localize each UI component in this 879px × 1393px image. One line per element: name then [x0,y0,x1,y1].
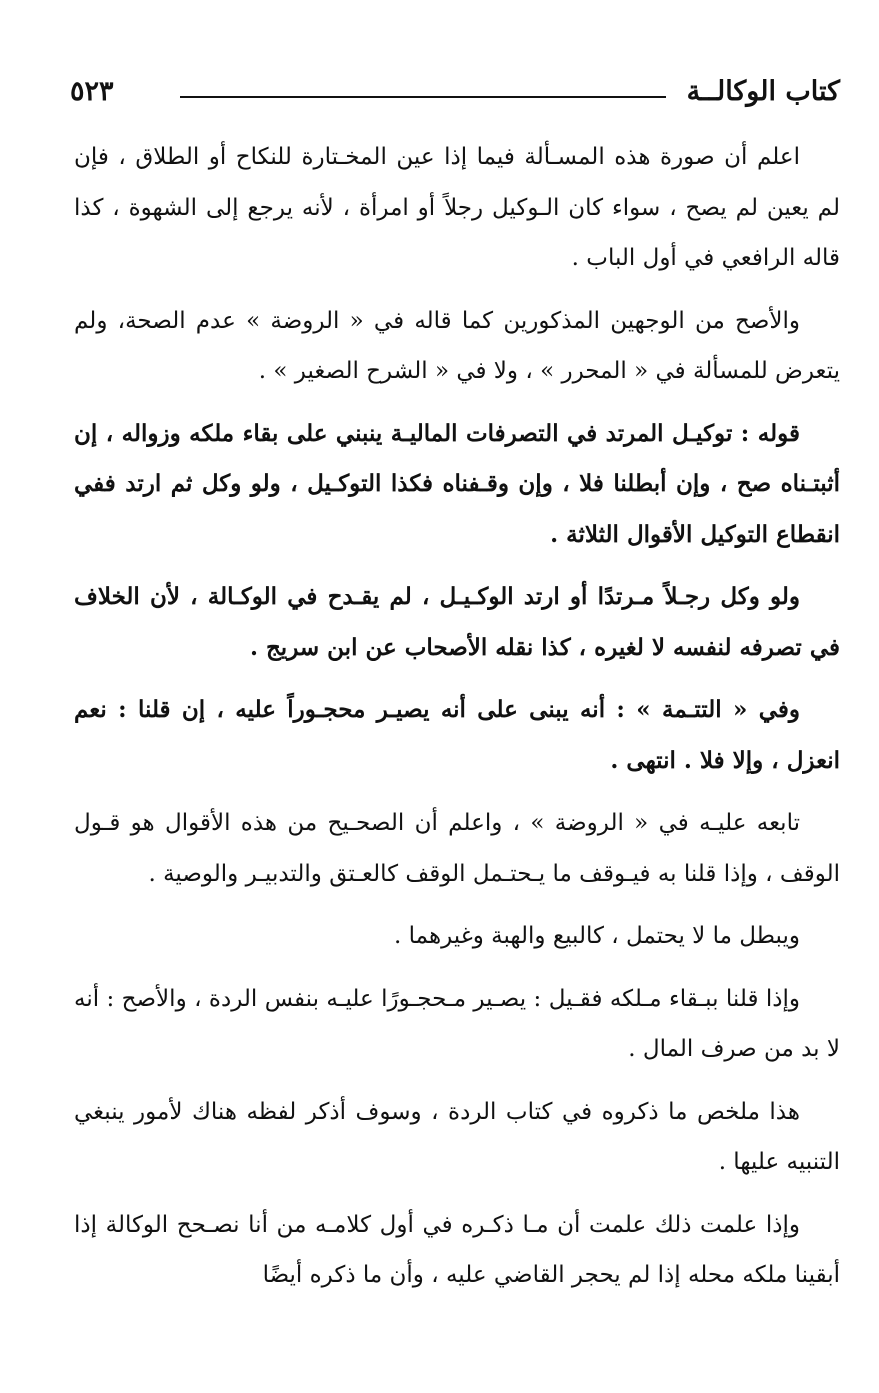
running-header [70,70,840,120]
paragraph-6: تابعه عليـه في « الروضة » ، واعلم أن الصحـيح من هذه الأقوال هو قـول الوقف ، وإذا قلنا به فيـوقف ما يـحتـمل الوقف كالعـتق والتدبيـر والوصية . [74,810,840,887]
paragraph-10: وإذا علمت ذلك علمت أن مـا ذكـره في أول كلامـه من أنا نصـحح الوكالة إذا أبقينا ملكه محله إذا لم يحجر القاضي عليه ، وأن ما ذكره أيضًا [74,1211,840,1288]
paragraph-9: هذا ملخص ما ذكروه في كتاب الردة ، وسوف أذكر لفظه هناك لأمور ينبغي التنبيه عليها . [74,1098,840,1175]
paragraph-2: والأصح من الوجهين المذكورين كما قاله في « الروضة » عدم الصحة، ولم يتعرض للمسألة في « المحرر » ، ولا في « الشرح الصغير » . [74,307,840,384]
running-title: كتاب الوكالــة [686,76,840,107]
paragraph-3: قوله : توكيـل المرتد في التصرفات الماليـة ينبني على بقاء ملكه وزواله ، إن أثبتـناه صح ، وإن أبطلنا فلا ، وإن وقـفناه فكذا التوكـيل ، ولو وكل ثم ارتد ففي انقطاع التوكيل الأقوال الثلاثة . [74,419,840,548]
paragraph-4: ولو وكل رجـلاً مـرتدًا أو ارتد الوكـيـل ، لم يقـدح في الوكـالة ، لأن الخلاف في تصرفه لنفسه لا لغيره ، كذا نقله الأصحاب عن ابن سريج . [74,583,840,661]
paragraph-8: وإذا قلنا ببـقاء مـلكه فقـيل : يصـير مـحجـورًا عليـه بنفس الردة ، والأصح : أنه لا بد من صرف المال . [74,985,840,1062]
body-text [74,132,840,1313]
paragraph-7: ويبطل ما لا يحتمل ، كالبيع والهبة وغيرهما . [394,923,800,949]
header-rule [180,96,666,98]
paragraph-1: اعلم أن صورة هذه المسـألة فيما إذا عين المخـتارة للنكاح أو الطلاق ، فإن لم يعين لم يصح ، سواء كان الـوكيل رجلاً أو امرأة ، لأنه يرجع إلى الشهوة ، كذا قاله الرافعي في أول الباب . [74,144,840,271]
paragraph-5: وفي « التتـمة » : أنه يبنى على أنه يصيـر محجـوراً عليه ، إن قلنا : نعم انعزل ، وإلا فلا . انتهى . [74,696,840,774]
page-number: ٥٢٣ [70,76,114,107]
